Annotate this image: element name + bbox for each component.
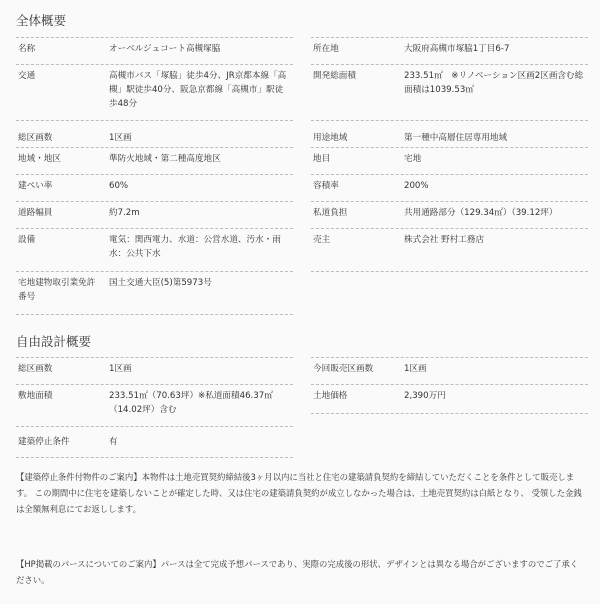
row-value: 1区画	[109, 133, 132, 143]
row-label: 容積率	[313, 181, 339, 191]
table-row	[16, 121, 293, 148]
row-label: 建築停止条件	[18, 437, 70, 447]
perspective-text: 【HP掲載のパースについてのご案内】パースは全て完成予想パースであり、実際の完成後の形状、デザインとは異なる場合がございますのでご了承ください。	[16, 559, 579, 585]
row-value: 約7.2m	[109, 208, 140, 218]
table-row	[16, 148, 293, 175]
overview-left-table	[16, 37, 293, 315]
row-value: 宅地	[404, 154, 422, 164]
table-row	[16, 38, 293, 65]
row-label: 私道負担	[313, 208, 348, 218]
row-value: 233.51㎡（70.63坪）※私道面積46.37㎡（14.02坪）含む	[109, 391, 273, 415]
table-row	[16, 65, 293, 121]
row-value: 国土交通大臣(5)第5973号	[109, 278, 212, 288]
table-row	[16, 175, 293, 202]
table-row	[311, 358, 588, 385]
table-row	[16, 229, 293, 272]
free-design-right-table	[311, 357, 588, 414]
row-label: 設備	[18, 235, 36, 245]
row-label: 名称	[18, 44, 36, 54]
row-value: 233.51㎡ ※リノベーション区画2区画含む総面積は1039.53㎡	[404, 71, 584, 95]
table-row	[311, 148, 588, 175]
table-row	[311, 121, 588, 148]
row-label: 地目	[313, 154, 331, 164]
row-value: 株式会社 野村工務店	[404, 235, 485, 245]
row-value: 200%	[404, 181, 429, 191]
row-value: 第一種中高層住居専用地域	[404, 133, 508, 143]
overview-title: 全体概要	[16, 13, 67, 28]
row-label: 交通	[18, 71, 36, 81]
row-value: 電気：関西電力、水道：公営水道、汚水・雨水：公共下水	[109, 235, 281, 259]
row-value: 有	[109, 437, 118, 447]
row-label: 土地価格	[313, 391, 348, 401]
row-value: 高槻市バス「塚脇」徒歩4分、JR京都本線「高槻」駅徒歩40分、阪急京都線「高槻市」駅徒歩48分	[109, 71, 287, 109]
table-row	[16, 427, 293, 458]
row-label: 建ぺい率	[18, 181, 53, 191]
table-row	[16, 272, 293, 315]
table-row	[311, 175, 588, 202]
table-row	[16, 385, 293, 427]
overview-right-table	[311, 37, 588, 272]
row-value: 大阪府高槻市塚脇1丁目6-7	[404, 44, 510, 54]
row-label: 宅地建物取引業免許番号	[18, 278, 96, 302]
row-value: 1区画	[404, 364, 427, 374]
table-row	[311, 65, 588, 121]
row-value: 1区画	[109, 364, 132, 374]
table-row	[311, 229, 588, 272]
row-value: 60%	[109, 181, 129, 191]
free-design-title: 自由設計概要	[16, 334, 92, 349]
perspective-note	[16, 557, 586, 589]
row-value: 準防火地域・第二種高度地区	[109, 154, 221, 164]
table-row	[311, 202, 588, 229]
row-label: 地域・地区	[18, 154, 61, 164]
table-row	[311, 385, 588, 414]
building-condition-note	[16, 470, 586, 518]
row-label: 敷地面積	[18, 391, 53, 401]
row-value: 共用通路部分（129.34㎡）（39.12坪）	[404, 208, 558, 218]
row-label: 道路幅員	[18, 208, 53, 218]
row-label: 所在地	[313, 44, 339, 54]
row-label: 今回販売区画数	[313, 364, 374, 374]
table-row	[311, 38, 588, 65]
row-label: 総区画数	[18, 133, 53, 143]
row-label: 売主	[313, 235, 331, 245]
table-row	[16, 358, 293, 385]
row-label: 用途地域	[313, 133, 348, 143]
row-value: 2,390万円	[404, 391, 446, 401]
row-value: オーベルジュコート高槻塚脇	[109, 44, 221, 54]
table-row	[16, 202, 293, 229]
row-label: 総区画数	[18, 364, 53, 374]
building-condition-text: 【建築停止条件付物件のご案内】本物件は土地売買契約締結後3ヶ月以内に当社と住宅の建築請負契約を締結していただくことを条件として販売します。 この期間中に住宅を建築しないことが確定した時、又は住宅の建築請負契約が成立しなかった場合は、土地売買契約は白紙となり、 受領した金銭は全額無利息にてお返しします。	[16, 472, 582, 514]
free-design-left-table	[16, 357, 293, 458]
row-label: 開発総面積	[313, 71, 356, 81]
